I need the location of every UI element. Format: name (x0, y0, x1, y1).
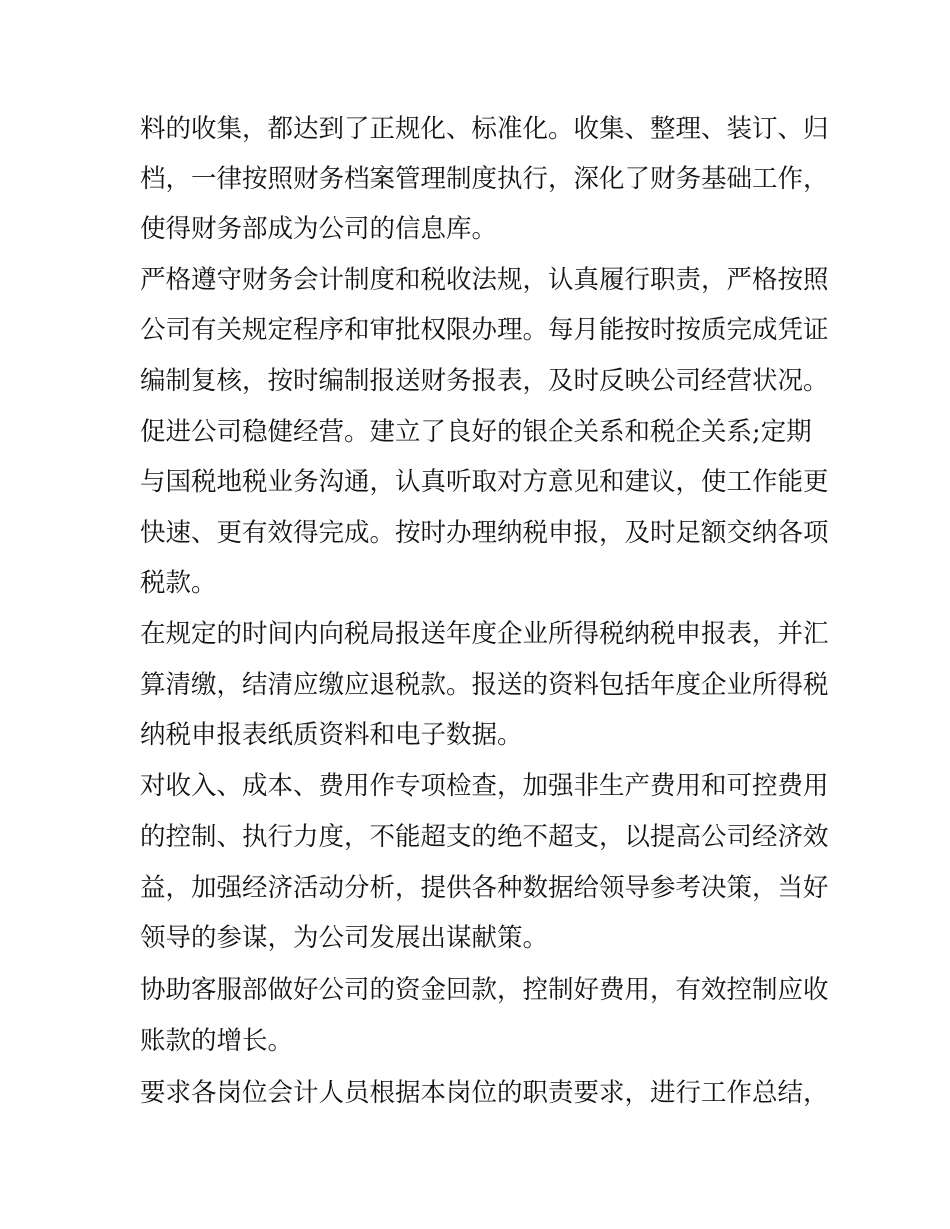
text-line: 账款的增长。 (140, 1026, 294, 1056)
text-line: 协助客服部做好公司的资金回款，控制好费用，有效控制应收 (140, 975, 829, 1005)
text-line: 编制复核，按时编制报送财务报表，及时反映公司经营状况。 (140, 366, 829, 396)
text-line: 促进公司稳健经营。建立了良好的银企关系和税企关系;定期 (140, 417, 812, 447)
text-line: 档，一律按照财务档案管理制度执行，深化了财务基础工作， (140, 164, 829, 194)
text-line: 纳税申报表纸质资料和电子数据。 (140, 720, 523, 750)
text-line: 对收入、成本、费用作专项检查，加强非生产费用和可控费用 (140, 771, 829, 801)
text-line: 的控制、执行力度，不能超支的绝不超支，以提高公司经济效 (140, 822, 829, 852)
text-line: 在规定的时间内向税局报送年度企业所得税纳税申报表，并汇 (140, 619, 829, 649)
text-line: 税款。 (140, 568, 217, 598)
text-line: 严格遵守财务会计制度和税收法规，认真履行职责，严格按照 (140, 265, 829, 295)
text-line: 算清缴，结清应缴应退税款。报送的资料包括年度企业所得税 (140, 670, 829, 700)
text-line: 快速、更有效得完成。按时办理纳税申报，及时足额交纳各项 (140, 518, 829, 548)
text-line: 要求各岗位会计人员根据本岗位的职责要求，进行工作总结， (140, 1078, 829, 1108)
text-line: 使得财务部成为公司的信息库。 (140, 214, 498, 244)
text-line: 领导的参谋，为公司发展出谋献策。 (140, 923, 549, 953)
text-line: 公司有关规定程序和审批权限办理。每月能按时按质完成凭证 (140, 315, 829, 345)
text-line: 与国税地税业务沟通，认真听取对方意见和建议，使工作能更 (140, 467, 829, 497)
text-line: 料的收集，都达到了正规化、标准化。收集、整理、装订、归 (140, 114, 829, 144)
text-line: 益，加强经济活动分析，提供各种数据给领导参考决策，当好 (140, 873, 829, 903)
